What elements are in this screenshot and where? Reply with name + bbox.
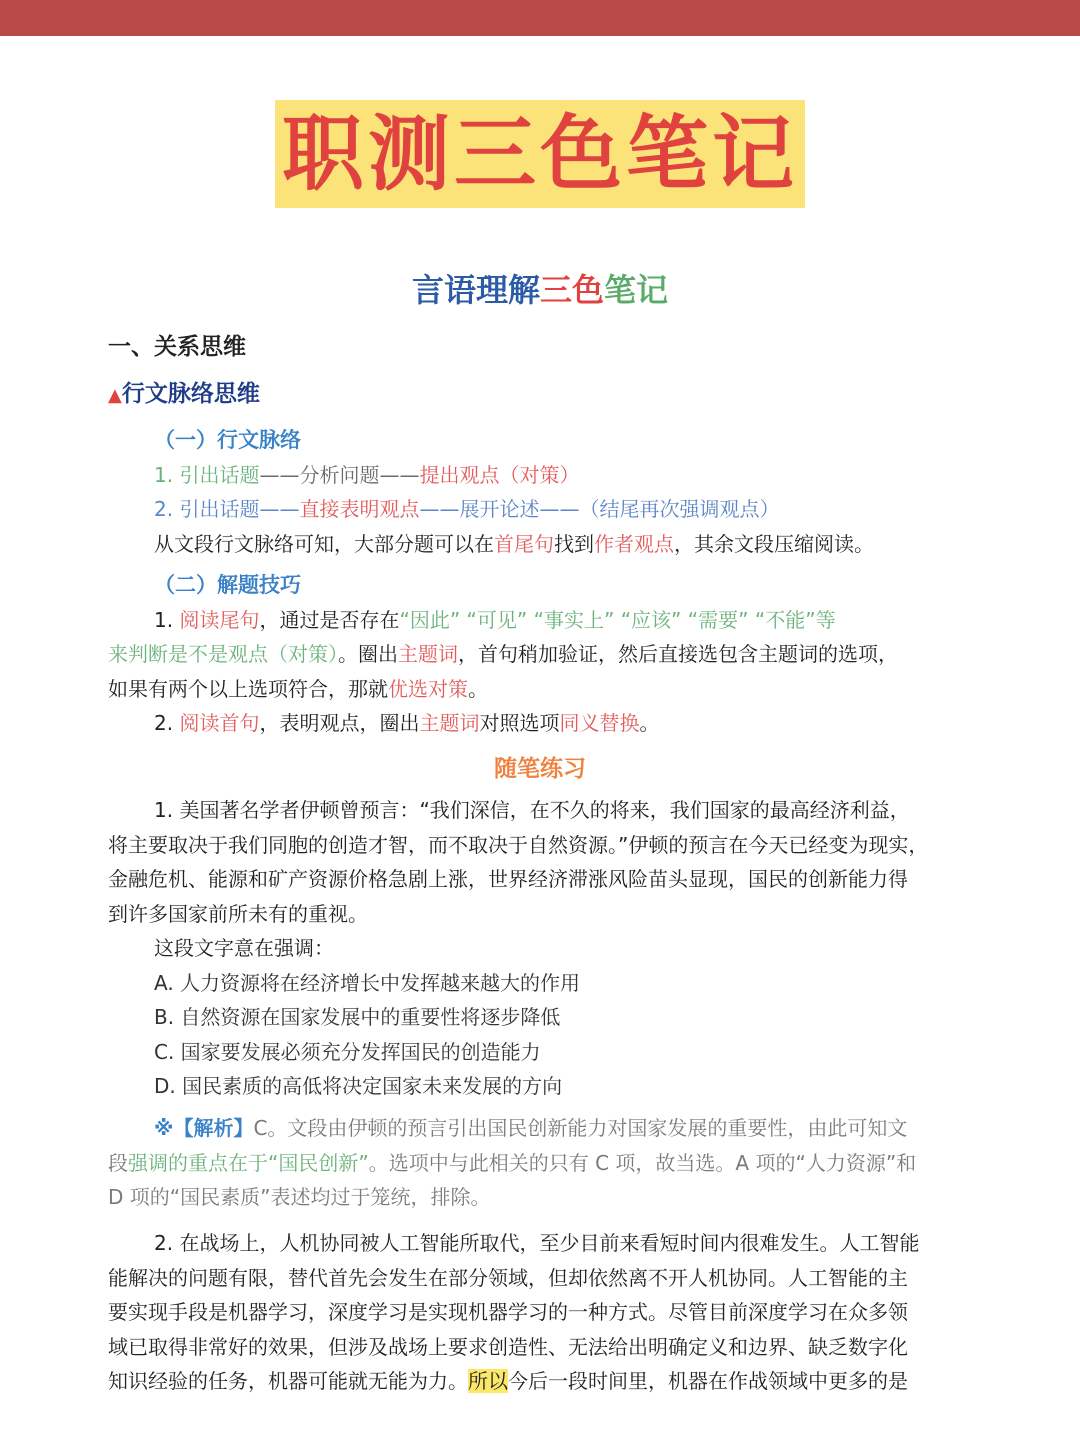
text-span: 。 — [468, 677, 488, 701]
q1-analysis-line-2 — [108, 1146, 980, 1180]
top-bar — [0, 0, 1080, 36]
section-heading-2-text: 行文脉络思维 — [121, 381, 260, 407]
subtitle — [0, 268, 1080, 312]
text-span: 2. 引出话题—— — [154, 497, 300, 521]
text-span: 段 — [108, 1151, 128, 1175]
text-span: 1. 引出话题 — [154, 463, 260, 487]
section-heading-1: 一、关系思维 — [108, 334, 246, 360]
text-span: 首尾句 — [494, 532, 554, 556]
q1-line-4: 到许多国家前所未有的重视。 — [108, 902, 368, 926]
structure-summary — [154, 527, 980, 561]
q1-line-2: 将主要取决于我们同胞的创造才智，而不取决于自然资源。”伊顿的预言在今天已经变为现实， — [108, 833, 929, 857]
text-span: ，首句稍加验证，然后直接选包含主题词的选项， — [458, 642, 898, 666]
text-span: 同义替换 — [559, 711, 640, 735]
q1-line-1: 1. 美国著名学者伊顿曾预言：“我们深信，在不久的将来，我们国家的最高经济利益， — [154, 798, 910, 822]
q1-option-b: B. 自然资源在国家发展中的重要性将逐步降低 — [154, 1005, 561, 1029]
text-span: 。 — [639, 711, 660, 735]
text-span: ，通过是否存在 — [259, 608, 400, 632]
text-span: 阅读尾句 — [179, 608, 260, 632]
q2-line-1: 2. 在战场上，人机协同被人工智能所取代，至少目前来看短时间内很难发生。人工智能 — [154, 1231, 920, 1255]
title-banner — [275, 100, 805, 208]
text-span: 对照选项 — [479, 711, 560, 735]
subheading-structure: （一）行文脉络 — [154, 428, 301, 452]
q1-option-a: A. 人力资源将在经济增长中发挥越来越大的作用 — [154, 971, 581, 995]
text-span: 提出观点（对策） — [419, 463, 580, 487]
text-span: ，表明观点，圈出 — [259, 711, 420, 735]
text-span: 。选项中与此相关的只有 C 项，故当选。A 项的“人力资源”和 — [368, 1151, 917, 1175]
subtitle-part-2: 三色 — [539, 271, 604, 309]
text-span: 阅读首句 — [179, 711, 260, 735]
structure-line-2 — [154, 492, 980, 526]
text-span: 优选对策 — [388, 677, 468, 701]
page-title: 职测三色笔记 — [281, 106, 798, 202]
technique-1-line-2 — [108, 637, 980, 671]
text-span: 主题词 — [398, 642, 458, 666]
technique-1-line-3 — [108, 672, 980, 706]
technique-2 — [154, 706, 980, 740]
q1-line-3: 金融危机、能源和矿产资源价格急剧上涨，世界经济滞涨风险苗头显现，国民的创新能力得 — [108, 867, 908, 891]
structure-line-1 — [154, 458, 980, 492]
q1-option-c: C. 国家要发展必须充分发挥国民的创造能力 — [154, 1040, 541, 1064]
q2-line-2: 能解决的问题有限，替代首先会发生在部分领域，但却依然离不开人机协同。人工智能的主 — [108, 1266, 908, 1290]
text-span: 作者观点 — [594, 532, 674, 556]
subheading-techniques: （二）解题技巧 — [154, 573, 301, 597]
text-span: 知识经验的任务，机器可能就无能为力。 — [108, 1369, 468, 1393]
q1-analysis-line-1 — [154, 1111, 980, 1145]
subtitle-part-1: 言语理解 — [411, 271, 540, 309]
text-span: 如果有两个以上选项符合，那就 — [108, 677, 388, 701]
q1-prompt: 这段文字意在强调： — [154, 936, 334, 960]
q2-line-4: 域已取得非常好的效果，但涉及战场上要求创造性、无法给出明确定义和边界、缺乏数字化 — [108, 1335, 908, 1359]
section-heading-2 — [108, 377, 980, 413]
triangle-icon: ▲ — [108, 385, 122, 406]
practice-heading: 随笔练习 — [494, 756, 586, 782]
q2-line-5 — [108, 1364, 980, 1398]
text-span: 来判断是不是观点（对策） — [108, 642, 338, 666]
text-span: 直接表明观点 — [299, 497, 420, 521]
q1-option-d: D. 国民素质的高低将决定国家未来发展的方向 — [154, 1074, 563, 1098]
text-span: 从文段行文脉络可知，大部分题可以在 — [154, 532, 494, 556]
q1-analysis-line-3: D 项的“国民素质”表述均过于笼统，排除。 — [108, 1185, 491, 1209]
text-span: ——分析问题—— — [259, 463, 420, 487]
text-span: 今后一段时间里，机器在作战领域中更多的是 — [508, 1369, 908, 1393]
text-span: “因此” “可见” “事实上” “应该” “需要” “不能”等 — [399, 608, 836, 632]
text-span: 2. — [154, 711, 180, 735]
subtitle-part-3: 笔记 — [604, 271, 669, 309]
text-span: 找到 — [554, 532, 594, 556]
text-span: ，其余文段压缩阅读。 — [674, 532, 874, 556]
text-span: 。圈出 — [338, 642, 398, 666]
text-span: C。文段由伊顿的预言引出国民创新能力对国家发展的重要性，由此可知文 — [253, 1116, 908, 1140]
q2-line-3: 要实现手段是机器学习，深度学习是实现机器学习的一种方式。尽管目前深度学习在众多领 — [108, 1300, 908, 1324]
text-span: 强调的重点在于“国民创新” — [128, 1151, 369, 1175]
text-span: ——展开论述——（结尾再次强调观点） — [419, 497, 780, 521]
text-span: 1. — [154, 608, 180, 632]
analysis-mark: ※【解析】 — [154, 1116, 254, 1140]
text-span: 主题词 — [419, 711, 480, 735]
technique-1-line-1 — [154, 603, 980, 637]
highlighted-text: 所以 — [468, 1369, 508, 1393]
